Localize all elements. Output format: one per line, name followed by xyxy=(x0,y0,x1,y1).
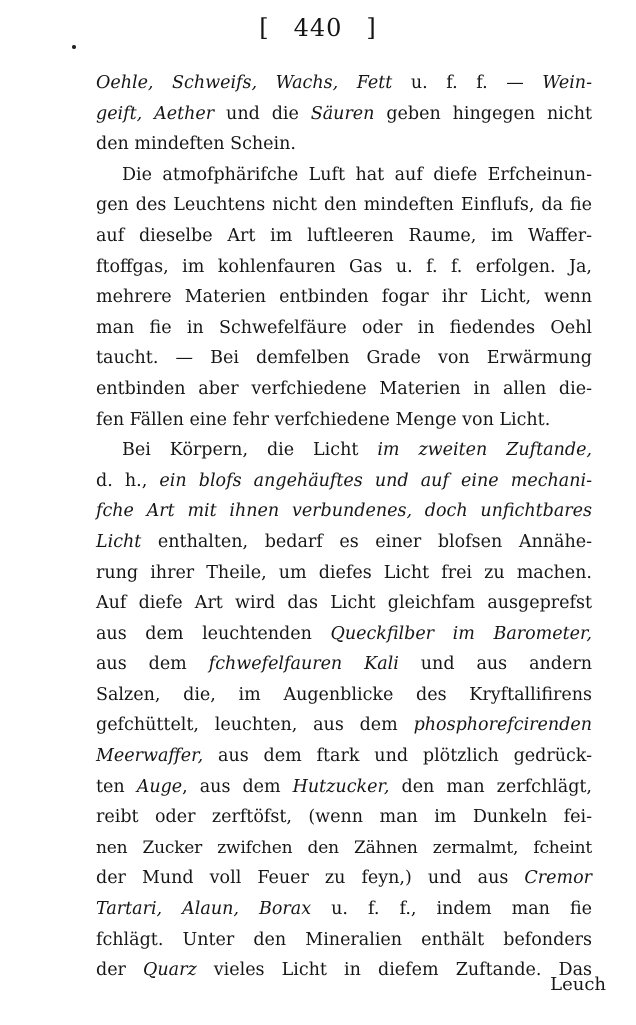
text-segment: rung ihrer Theile, um diefes Licht frei zu machen. xyxy=(96,562,592,583)
italic-text: Wein- xyxy=(542,73,592,93)
text-line xyxy=(96,649,592,680)
text-segment: und aus andern xyxy=(398,654,592,675)
italic-text: Auge xyxy=(136,776,183,797)
italic-text: Quarz xyxy=(143,960,197,981)
text-line xyxy=(96,129,592,160)
text-line xyxy=(96,496,592,527)
text-line xyxy=(96,221,592,252)
text-line xyxy=(96,527,592,558)
italic-text: fche Art mit ihnen verbundenes, doch unfichtbares xyxy=(96,501,592,522)
text-line xyxy=(96,894,592,925)
text-line xyxy=(96,68,592,99)
text-segment: man fie in Schwefelfäure oder in fiedendes Oehl xyxy=(96,317,592,338)
text-line xyxy=(96,680,592,711)
text-line xyxy=(96,802,592,833)
text-segment: geben hingegen nicht xyxy=(374,103,593,124)
ink-speck xyxy=(72,45,76,49)
catchword: Leuch xyxy=(550,974,606,995)
text-line xyxy=(96,863,592,894)
text-segment: , aus dem xyxy=(182,776,293,797)
text-segment: entbinden aber verfchiedene Materien in allen die- xyxy=(96,378,592,399)
text-segment: nen Zucker zwifchen den Zähnen zermalmt, fcheint xyxy=(96,837,592,858)
text-segment: u. f. f. — xyxy=(392,73,543,93)
italic-text: Hutzucker, xyxy=(292,776,390,797)
text-line xyxy=(96,435,592,466)
text-segment: Auf diefe Art wird das Licht gleichfam ausgeprefst xyxy=(96,593,592,614)
italic-text: Oehle, Schweifs, Wachs, Fett xyxy=(96,73,393,93)
text-segment: der Mund voll Feuer zu feyn,) und aus xyxy=(96,868,525,889)
text-line xyxy=(96,619,592,650)
text-line xyxy=(96,772,592,803)
text-segment: Bei Körpern, die Licht xyxy=(122,440,378,461)
text-segment: aus dem leuchtenden xyxy=(96,623,331,644)
text-segment: der xyxy=(96,960,144,981)
text-segment: auf dieselbe Art im luftleeren Raume, im Waffer- xyxy=(96,225,592,246)
text-segment: ten xyxy=(96,776,137,797)
italic-text: Meerwaffer, xyxy=(96,746,204,767)
text-segment: d. h., xyxy=(96,470,160,491)
text-segment: reibt oder zerftöfst, (wenn man im Dunkeln fei- xyxy=(96,807,592,828)
italic-text: ein blofs angehäuftes und auf eine mechani- xyxy=(159,470,592,491)
text-line xyxy=(96,405,592,436)
text-line xyxy=(96,710,592,741)
text-line xyxy=(96,252,592,283)
bracket-open: [ xyxy=(259,14,270,42)
page-header xyxy=(0,14,636,42)
text-line xyxy=(96,313,592,344)
bracket-close: ] xyxy=(366,14,377,42)
text-segment: Die atmofphärifche Luft hat auf diefe Erfcheinun- xyxy=(122,164,592,185)
text-line xyxy=(96,99,592,130)
text-line xyxy=(96,741,592,772)
italic-text: Licht xyxy=(96,531,142,552)
italic-text: Tartari, Alaun, Borax xyxy=(96,899,312,920)
text-segment: gefchüttelt, leuchten, aus dem xyxy=(96,715,414,736)
italic-text: geift, Aether xyxy=(96,103,215,124)
text-segment: Salzen, die, im Augenblicke des Kryftallifirens xyxy=(96,684,592,705)
text-line xyxy=(96,343,592,374)
text-segment: enthalten, bedarf es einer blofsen Annähe- xyxy=(141,531,592,552)
italic-text: Cremor xyxy=(524,868,592,889)
text-segment: mehrere Materien entbinden fogar ihr Licht, wenn xyxy=(96,287,592,308)
text-segment: und die xyxy=(214,103,311,124)
text-line xyxy=(96,588,592,619)
italic-text: fchwefelfauren Kali xyxy=(208,654,399,675)
page-number: 440 xyxy=(293,14,343,42)
text-line xyxy=(96,833,592,864)
italic-text: im zweiten Zuftande, xyxy=(377,440,592,461)
text-segment: taucht. — Bei demfelben Grade von Erwärmung xyxy=(96,348,592,369)
text-segment: den man zerfchlägt, xyxy=(389,776,592,797)
text-line xyxy=(96,558,592,589)
text-line xyxy=(96,955,592,986)
text-segment: fchlägt. Unter den Mineralien enthält befonders xyxy=(96,929,592,950)
text-line xyxy=(96,925,592,956)
text-line xyxy=(96,374,592,405)
text-segment: den mindeften Schein. xyxy=(96,134,296,155)
body-text xyxy=(96,68,592,986)
text-line xyxy=(96,282,592,313)
text-line xyxy=(96,190,592,221)
text-line xyxy=(96,466,592,497)
text-segment: aus dem ftark und plötzlich gedrück- xyxy=(203,746,592,767)
text-line xyxy=(96,160,592,191)
text-segment: gen des Leuchtens nicht den mindeften Einflufs, da fie xyxy=(96,195,592,216)
text-segment: ftoffgas, im kohlenfauren Gas u. f. f. erfolgen. Ja, xyxy=(96,256,592,277)
italic-text: phosphorefcirenden xyxy=(413,715,592,736)
text-segment: vieles Licht in diefem Zuftande. Das xyxy=(196,960,592,981)
italic-text: Queckfilber im Barometer, xyxy=(330,623,592,644)
italic-text: Säuren xyxy=(310,103,375,124)
text-segment: aus dem xyxy=(96,654,209,675)
text-segment: fen Fällen eine fehr verfchiedene Menge von Licht. xyxy=(96,409,551,430)
text-segment: u. f. f., indem man fie xyxy=(311,899,592,920)
